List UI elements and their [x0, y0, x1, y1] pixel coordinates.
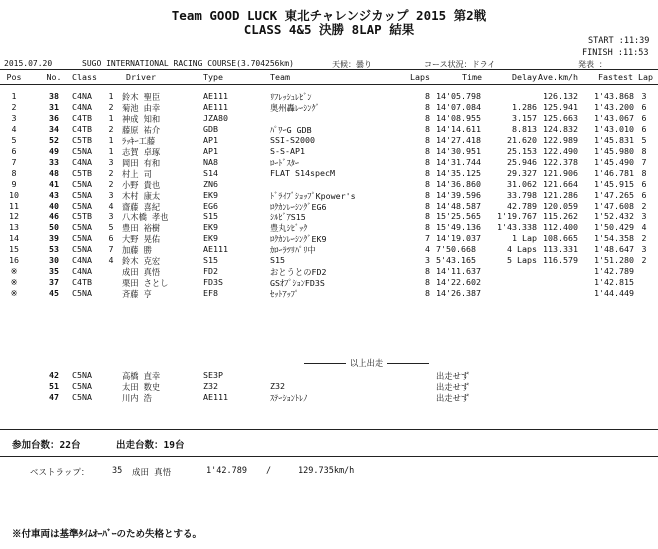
header-rule-bottom: [0, 84, 658, 85]
result-class: C5TB: [72, 134, 92, 145]
result-time: 14'35.125: [436, 167, 481, 178]
result-no: 39: [49, 233, 59, 244]
result-ave-speed: 116.579: [543, 255, 578, 266]
result-fastest-lap-no: 6: [641, 101, 647, 112]
result-class: C4NA: [72, 101, 92, 112]
result-fastest-lap: 1'43.200: [594, 101, 634, 112]
result-fastest-lap-no: 8: [641, 167, 647, 178]
result-time: 14'05.798: [436, 91, 481, 101]
result-class-rank: 2: [108, 101, 114, 112]
result-fastest-lap: 1'44.449: [594, 288, 634, 299]
result-driver: 大野 晃佑: [122, 234, 161, 245]
result-pos: 12: [9, 211, 19, 222]
result-row: [0, 288, 658, 300]
finish-time: FINISH :11:53: [582, 48, 649, 58]
result-no: 49: [49, 145, 59, 156]
result-fastest-lap: 1'54.358: [594, 233, 634, 244]
result-delay: 33.798: [507, 189, 537, 200]
dns-row: [0, 392, 658, 404]
result-type: JZA80: [203, 112, 228, 123]
result-fastest-lap-no: 8: [641, 145, 647, 156]
result-no: 48: [49, 167, 59, 178]
result-time: 14'22.602: [436, 277, 481, 288]
dns-class: C5NA: [72, 392, 92, 403]
result-time: 7'50.668: [436, 244, 476, 255]
result-time: 14'27.418: [436, 134, 481, 145]
result-class: C5TB: [72, 167, 92, 178]
result-pos: 3: [11, 112, 17, 123]
result-driver: 木村 康太: [122, 190, 161, 201]
result-type: EG6: [203, 200, 218, 211]
result-no: 50: [49, 222, 59, 233]
result-pos: 8: [11, 167, 17, 178]
result-no: 52: [49, 134, 59, 145]
result-type: S14: [203, 167, 218, 178]
result-ave-speed: 122.490: [543, 145, 578, 156]
result-fastest-lap: 1'42.789: [594, 266, 634, 277]
result-pos: ※: [10, 266, 18, 277]
result-class-rank: 1: [108, 91, 114, 101]
result-pos: 14: [9, 233, 19, 244]
result-time: 14'26.387: [436, 288, 481, 299]
result-type: AE111: [203, 244, 228, 255]
result-ave-speed: 121.906: [543, 167, 578, 178]
best-lap-driver: 成田 真悟: [132, 468, 172, 478]
disqualification-note: ※付車両は基準ﾀｲﾑｵｰﾊﾞｰのため失格とする。: [12, 529, 203, 540]
result-type: FD3S: [203, 277, 223, 288]
col-ave: Ave.km/h: [538, 72, 578, 82]
result-class-rank: 2: [108, 167, 114, 178]
result-fastest-lap-no: 4: [641, 222, 647, 233]
result-fastest-lap: 1'46.781: [594, 167, 634, 178]
result-team: ﾛｰﾄﾞｽﾀｰ: [270, 157, 300, 168]
result-pos: 13: [9, 222, 19, 233]
result-no: 45: [49, 288, 59, 299]
result-fastest-lap-no: 6: [641, 178, 647, 189]
result-pos: 10: [9, 189, 19, 200]
result-driver: 岡田 有和: [122, 157, 161, 168]
result-fastest-lap-no: 7: [641, 156, 647, 167]
result-fastest-lap: 1'42.815: [594, 277, 634, 288]
result-no: 41: [49, 178, 59, 189]
dns-type: AE111: [203, 392, 228, 403]
start-time: START :11:39: [588, 36, 650, 46]
result-driver: 鈴木 聖臣: [122, 92, 161, 102]
result-pos: 2: [11, 101, 17, 112]
result-no: 35: [49, 266, 59, 277]
result-ave-speed: 120.059: [543, 200, 578, 211]
result-delay: 31.062: [507, 178, 537, 189]
result-fastest-lap-no: 6: [641, 112, 647, 123]
result-driver: 斉藤 亨: [122, 289, 152, 300]
result-type: S15: [203, 211, 218, 222]
result-type: AP1: [203, 134, 218, 145]
result-laps: 8: [425, 145, 430, 156]
separator: [300, 357, 433, 369]
result-laps: 4: [425, 244, 430, 255]
col-type: Type: [203, 72, 223, 82]
result-ave-speed: 113.331: [543, 244, 578, 255]
col-time: Time: [462, 72, 482, 82]
result-class-rank: 5: [108, 222, 114, 233]
result-team: ﾛｸｶﾝﾚｰｼﾝｸﾞEK9: [270, 234, 327, 245]
result-type: NA8: [203, 156, 218, 167]
result-type: S15: [203, 255, 218, 266]
result-time: 14'14.611: [436, 123, 481, 134]
result-team: 豊丸ｼﾋﾞｯｸ: [270, 223, 308, 234]
result-ave-speed: 112.400: [543, 222, 578, 233]
dns-driver: 川内 浩: [122, 393, 152, 404]
result-fastest-lap: 1'43.868: [594, 91, 634, 101]
result-ave-speed: 124.832: [543, 123, 578, 134]
result-fastest-lap-no: 3: [641, 211, 647, 222]
result-fastest-lap: 1'43.067: [594, 112, 634, 123]
result-fastest-lap-no: 2: [641, 255, 647, 266]
result-fastest-lap: 1'45.915: [594, 178, 634, 189]
starter-count: 出走台数：19台: [116, 440, 185, 451]
result-driver: 成田 真悟: [122, 267, 161, 278]
col-driver: Driver: [126, 72, 156, 82]
result-time: 5'43.165: [436, 255, 476, 266]
result-fastest-lap: 1'51.280: [594, 255, 634, 266]
track-condition: コース状況：ドライ: [424, 60, 496, 69]
result-delay: 29.327: [507, 167, 537, 178]
result-time: 14'07.084: [436, 101, 481, 112]
result-team: ﾛｸｶﾝﾚｰｼﾝｸﾞEG6: [270, 201, 327, 212]
result-team: S15: [270, 255, 285, 266]
result-class-rank: 4: [108, 200, 114, 211]
result-time: 14'48.587: [436, 200, 481, 211]
result-no: 31: [49, 101, 59, 112]
page-title: Team GOOD LUCK 東北チャレンジカップ 2015 第2戦: [171, 8, 487, 23]
dns-team: ｽﾃｰｼｮﾝﾄﾚﾉ: [270, 393, 308, 404]
col-pos: Pos: [6, 72, 22, 82]
result-no: 37: [49, 277, 59, 288]
result-class-rank: 7: [108, 244, 114, 255]
result-driver: 菊池 由幸: [122, 102, 161, 113]
result-class: C4NA: [72, 266, 92, 277]
col-fastest: Fastest Lap: [598, 72, 653, 82]
result-team: ｼﾙﾋﾞｱS15: [270, 212, 306, 223]
result-driver: 豊田 裕樹: [122, 223, 161, 234]
result-pos: 11: [9, 200, 19, 211]
result-class-rank: 1: [108, 112, 114, 123]
result-team: ｶﾛｰﾗﾂﾘﾊﾟﾘ中: [270, 245, 316, 256]
result-class-rank: 3: [108, 189, 114, 200]
best-lap-time: 1'42.789: [206, 466, 247, 476]
result-time: 14'08.955: [436, 112, 481, 123]
result-team: ｾｯﾄｱｯﾌﾟ: [270, 289, 300, 300]
result-time: 15'25.565: [436, 211, 481, 222]
result-fastest-lap: 1'48.647: [594, 244, 634, 255]
result-driver: 八木橋 孝也: [122, 212, 169, 223]
result-laps: 8: [425, 112, 430, 123]
result-type: EK9: [203, 189, 218, 200]
result-time: 14'30.951: [436, 145, 481, 156]
result-pos: 6: [11, 145, 17, 156]
result-fastest-lap: 1'47.608: [594, 200, 634, 211]
result-no: 30: [49, 255, 59, 266]
result-type: AE111: [203, 91, 228, 101]
result-fastest-lap-no: 6: [641, 189, 647, 200]
result-laps: 8: [425, 101, 430, 112]
page-subtitle: CLASS 4&5 決勝 8LAP 結果: [243, 22, 415, 37]
dns-status: 出走せず: [436, 393, 470, 404]
result-class: C5NA: [72, 200, 92, 211]
result-class-rank: 4: [108, 255, 114, 266]
result-no: 46: [49, 211, 59, 222]
result-fastest-lap-no: 3: [641, 91, 647, 101]
result-time: 14'19.037: [436, 233, 481, 244]
col-class: Class: [72, 72, 97, 82]
result-type: GDB: [203, 123, 218, 134]
result-type: EF8: [203, 288, 218, 299]
result-class: C4TB: [72, 112, 92, 123]
dns-driver: 太田 数史: [122, 382, 161, 393]
result-class: C5TB: [72, 211, 92, 222]
result-no: 38: [49, 91, 59, 101]
result-laps: 3: [425, 255, 430, 266]
result-class: C5NA: [72, 233, 92, 244]
result-driver: 村上 司: [122, 168, 152, 179]
result-laps: 8: [425, 266, 430, 277]
result-ave-speed: 126.132: [543, 91, 578, 101]
result-delay: 1'43.338: [497, 222, 537, 233]
result-class: C5NA: [72, 145, 92, 156]
result-class-rank: 6: [108, 233, 114, 244]
result-class: C5NA: [72, 178, 92, 189]
result-delay: 8.813: [512, 123, 537, 134]
result-team: ﾊﾟﾜｰG GDB: [270, 124, 312, 135]
result-fastest-lap: 1'50.429: [594, 222, 634, 233]
best-lap-no: 35: [112, 466, 123, 476]
result-no: 33: [49, 156, 59, 167]
result-pos: 16: [9, 255, 19, 266]
header-rule-top: [0, 69, 658, 70]
result-pos: 4: [11, 123, 17, 134]
result-laps: 8: [425, 211, 430, 222]
result-team: ﾘﾌﾚｯｼｭﾚﾋﾞﾝ: [270, 92, 312, 102]
result-fastest-lap: 1'45.490: [594, 156, 634, 167]
dns-status: 出走せず: [436, 371, 470, 381]
result-driver: 鈴木 克宏: [122, 256, 161, 267]
result-type: ZN6: [203, 178, 218, 189]
result-type: AP1: [203, 145, 218, 156]
result-time: 14'36.860: [436, 178, 481, 189]
dns-type: Z32: [203, 381, 218, 392]
result-ave-speed: 115.262: [543, 211, 578, 222]
result-fastest-lap-no: 3: [641, 244, 647, 255]
result-class: C5NA: [72, 244, 92, 255]
dns-class: C5NA: [72, 381, 92, 392]
result-delay: 4 Laps: [507, 244, 537, 255]
result-driver: ﾗｯｷｰ工藤: [122, 135, 156, 146]
result-team: S-S-AP1: [270, 145, 305, 156]
result-type: AE111: [203, 101, 228, 112]
result-fastest-lap: 1'47.265: [594, 189, 634, 200]
result-driver: 加藤 勝: [122, 245, 152, 256]
result-ave-speed: 122.989: [543, 134, 578, 145]
best-lap-slash: /: [266, 466, 272, 476]
result-delay: 1 Lap: [512, 233, 537, 244]
result-class-rank: 2: [108, 178, 114, 189]
result-time: 14'11.637: [436, 266, 481, 277]
announce-label: 発表 ：: [578, 60, 607, 69]
entry-count: 参加台数：22台: [12, 440, 81, 451]
result-no: 53: [49, 244, 59, 255]
result-fastest-lap: 1'43.010: [594, 123, 634, 134]
result-driver: 神成 知和: [122, 113, 161, 124]
result-fastest-lap-no: 5: [641, 134, 647, 145]
result-driver: 栗田 さとし: [122, 278, 169, 289]
result-class: C5NA: [72, 222, 92, 233]
dns-no: 47: [49, 392, 59, 403]
course-name: SUGO INTERNATIONAL RACING COURSE(3.704256km): [82, 59, 294, 68]
result-laps: 8: [425, 123, 430, 134]
result-class-rank: 1: [108, 134, 114, 145]
result-class-rank: 2: [108, 123, 114, 134]
result-class: C4TB: [72, 277, 92, 288]
result-pos: 5: [11, 134, 17, 145]
result-class: C4NA: [72, 156, 92, 167]
best-lap-speed: 129.735km/h: [298, 466, 355, 476]
result-delay: 5 Laps: [507, 255, 537, 266]
result-ave-speed: 125.663: [543, 112, 578, 123]
result-laps: 8: [425, 156, 430, 167]
weather: 天候：曇り: [332, 60, 372, 69]
result-pos: ※: [10, 277, 18, 288]
result-no: 43: [49, 189, 59, 200]
result-class: C5NA: [72, 189, 92, 200]
result-class-rank: 3: [108, 156, 114, 167]
result-laps: 8: [425, 91, 430, 101]
result-laps: 8: [425, 277, 430, 288]
result-delay: 21.620: [507, 134, 537, 145]
separator-text: 以上出走: [350, 358, 384, 368]
result-pos: 7: [11, 156, 17, 167]
result-ave-speed: 121.286: [543, 189, 578, 200]
result-fastest-lap: 1'52.432: [594, 211, 634, 222]
result-no: 34: [49, 123, 59, 134]
dns-status: 出走せず: [436, 382, 470, 393]
result-class-rank: 1: [108, 145, 114, 156]
result-laps: 8: [425, 288, 430, 299]
result-laps: 8: [425, 167, 430, 178]
separator-line-right: [387, 363, 429, 364]
col-team: Team: [270, 72, 290, 82]
dns-driver: 高橋 直幸: [122, 371, 161, 381]
dns-no: 42: [49, 370, 59, 380]
result-delay: 25.153: [507, 145, 537, 156]
result-driver: 齋藤 喜紀: [122, 201, 161, 212]
footer-rule: [0, 429, 658, 430]
result-time: 15'49.136: [436, 222, 481, 233]
dns-row: [0, 370, 658, 382]
result-laps: 8: [425, 178, 430, 189]
best-lap-label: ベストラップ：: [30, 468, 90, 478]
result-ave-speed: 125.941: [543, 101, 578, 112]
result-team: 奥州轟ﾚｰｼﾝｸﾞ: [270, 102, 320, 113]
column-header-row: [0, 72, 658, 84]
result-team: ﾄﾞﾗｲﾌﾞｼｮｯﾌﾟKpower's: [270, 190, 356, 201]
result-laps: 7: [425, 233, 430, 244]
result-no: 36: [49, 112, 59, 123]
race-date: 2015.07.20: [4, 59, 53, 68]
result-team: FLAT S14specM: [270, 167, 335, 178]
col-laps: Laps: [410, 72, 430, 82]
result-class: C4NA: [72, 255, 92, 266]
result-delay: 3.157: [512, 112, 537, 123]
footer-rule-2: [0, 456, 658, 457]
result-class: C4NA: [72, 91, 92, 101]
dns-team: Z32: [270, 381, 285, 392]
result-time: 14'31.744: [436, 156, 481, 167]
result-team: SSI-S2000: [270, 134, 315, 145]
result-class-rank: 3: [108, 211, 114, 222]
result-no: 40: [49, 200, 59, 211]
dns-row: [0, 381, 658, 393]
result-driver: 小野 貴也: [122, 179, 161, 190]
result-fastest-lap: 1'45.980: [594, 145, 634, 156]
dns-class: C5NA: [72, 370, 92, 380]
result-laps: 8: [425, 189, 430, 200]
result-time: 14'39.596: [436, 189, 481, 200]
result-ave-speed: 122.378: [543, 156, 578, 167]
result-delay: 1'19.767: [497, 211, 537, 222]
result-driver: 志賀 卓琢: [122, 146, 161, 157]
result-type: FD2: [203, 266, 218, 277]
result-laps: 8: [425, 200, 430, 211]
result-type: EK9: [203, 233, 218, 244]
result-fastest-lap-no: 6: [641, 123, 647, 134]
result-fastest-lap-no: 2: [641, 233, 647, 244]
result-laps: 8: [425, 134, 430, 145]
result-pos: 15: [9, 244, 19, 255]
result-delay: 1.286: [512, 101, 537, 112]
col-no: No.: [46, 72, 62, 82]
result-laps: 8: [425, 222, 430, 233]
result-team: GSｵﾌﾟｼｮﾝFD3S: [270, 278, 325, 289]
result-ave-speed: 121.664: [543, 178, 578, 189]
result-team: おとうとのFD2: [270, 267, 327, 278]
result-ave-speed: 108.665: [543, 233, 578, 244]
col-delay: Delay: [512, 72, 537, 82]
result-pos: ※: [10, 288, 18, 299]
result-delay: 25.946: [507, 156, 537, 167]
result-pos: 1: [11, 91, 17, 101]
result-driver: 藤原 祐介: [122, 124, 161, 135]
result-class: C4TB: [72, 123, 92, 134]
dns-no: 51: [49, 381, 59, 392]
separator-line-left: [304, 363, 346, 364]
result-class: C5NA: [72, 288, 92, 299]
result-fastest-lap-no: 2: [641, 200, 647, 211]
dns-type: SE3P: [203, 370, 223, 380]
result-pos: 9: [11, 178, 17, 189]
result-type: EK9: [203, 222, 218, 233]
result-fastest-lap: 1'45.831: [594, 134, 634, 145]
result-delay: 42.789: [507, 200, 537, 211]
